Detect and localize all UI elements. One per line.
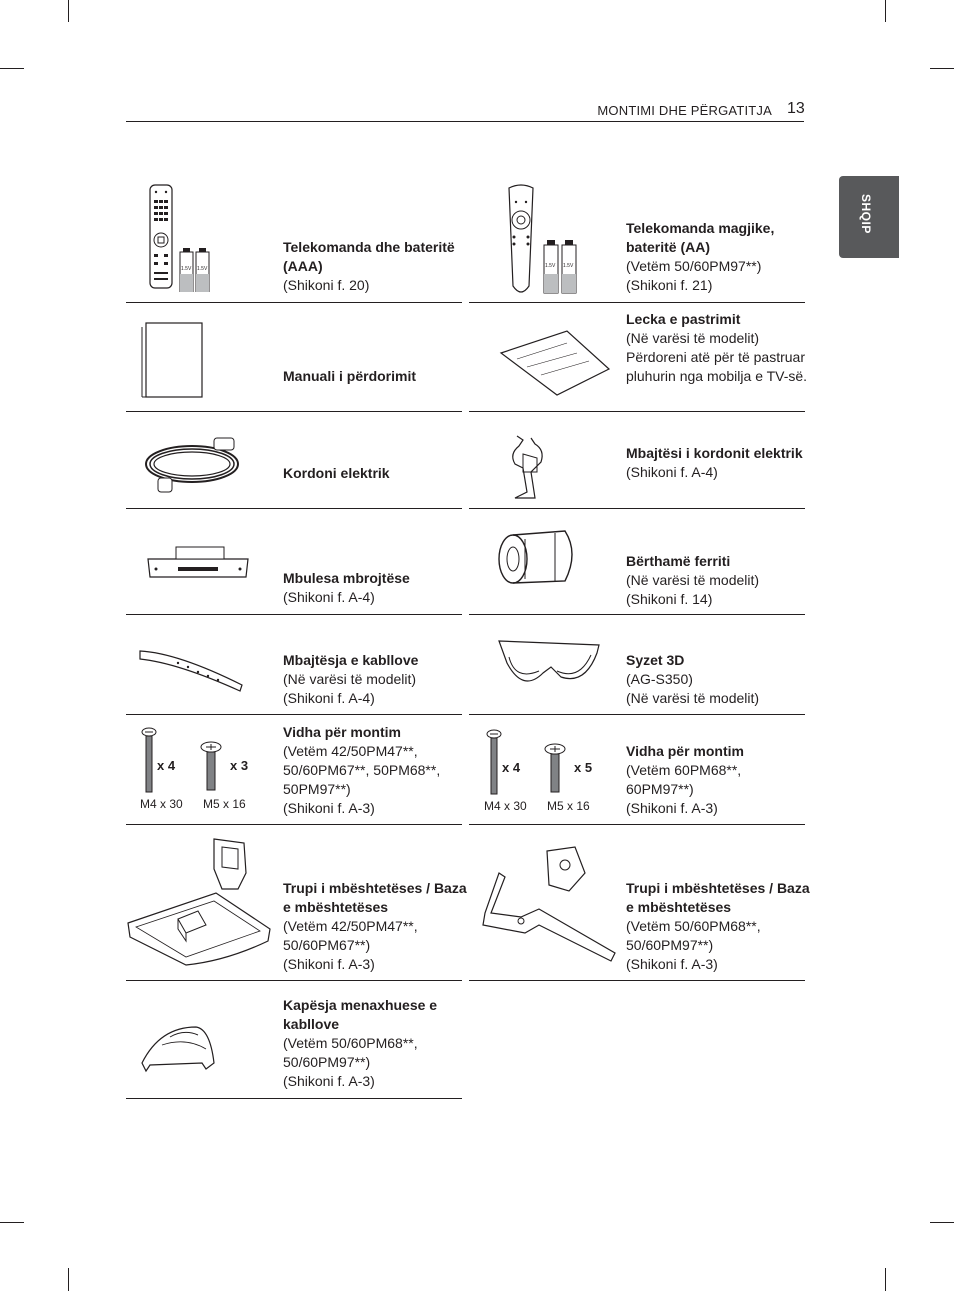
item-title: Mbajtësja e kabllove (283, 652, 419, 668)
short-screw-icon (200, 741, 222, 793)
page-number: 13 (787, 100, 805, 117)
item-note: (Shikoni f. A-4) (626, 464, 718, 480)
item-note: (Në varësi të modelit) (283, 671, 417, 687)
crop-mark (68, 0, 69, 22)
item-title: Syzet 3D (626, 652, 685, 668)
item-title: Kordoni elektrik (283, 465, 390, 481)
item-title: Telekomanda magjike, bateritë (AA) (626, 220, 775, 255)
cable-holder-icon (138, 645, 248, 695)
item-cord-holder (469, 412, 805, 509)
item-manual (126, 303, 462, 412)
item-title: Mbulesa mbrojtëse (283, 570, 410, 586)
power-cord-icon (140, 428, 260, 498)
item-note: (Shikoni f. A-3) (283, 1073, 375, 1089)
item-ferrite-core (469, 509, 805, 615)
section-title: MONTIMI DHE PËRGATITJA (597, 103, 772, 118)
item-note: (Shikoni f. 21) (626, 277, 713, 293)
screw-quantity: x 4 (502, 760, 521, 775)
item-title: Trupi i mbështetëses / Baza e mbështetëses (626, 880, 810, 915)
item-note: (Vetëm 50/60PM68**, 50/60PM97**) (626, 918, 761, 953)
item-stand-right (469, 825, 810, 981)
item-screws-right (469, 715, 805, 825)
item-remote (126, 176, 462, 303)
screw-size-label: M5 x 16 (203, 797, 246, 811)
screw-quantity: x 5 (574, 760, 593, 775)
cable-clip-icon (140, 1023, 218, 1075)
item-note: (Vetëm 60PM68**, 60PM97**) (626, 762, 742, 797)
long-screw-icon (140, 727, 158, 795)
item-title: Manuali i përdorimit (283, 368, 417, 384)
item-note: (AG-S350) (626, 671, 693, 687)
screw-quantity: x 4 (157, 758, 176, 773)
header-divider (126, 121, 804, 122)
item-title: Kapësja menaxhuese e kabllove (283, 997, 438, 1032)
item-note: (Në varësi të modelit) (626, 330, 760, 346)
crop-mark (0, 1222, 24, 1223)
ferrite-core-icon (495, 523, 585, 593)
item-title: Lecka e pastrimit (626, 311, 741, 327)
item-note: Përdoreni atë për të pastruar pluhurin nga mobilja e TV-së. (626, 349, 808, 384)
stand-base-icon (126, 833, 272, 973)
3d-glasses-icon (495, 633, 607, 703)
item-title: Bërthamë ferriti (626, 553, 731, 569)
screw-size-label: M4 x 30 (484, 799, 527, 813)
item-note: (Shikoni f. A-4) (283, 690, 375, 706)
svg-text:1.5V: 1.5V (197, 266, 208, 272)
screw-size-label: M4 x 30 (140, 797, 183, 811)
item-power-cord (126, 412, 462, 509)
item-cable-clip (126, 981, 462, 1099)
item-3d-glasses (469, 615, 805, 715)
crop-mark (0, 68, 24, 69)
item-title: Vidha për montim (626, 743, 744, 759)
item-note: (Vetëm 42/50PM47**, 50/60PM67**) (283, 918, 418, 953)
long-screw-icon (485, 729, 503, 797)
item-note: (Vetëm 50/60PM68**, 50/60PM97**) (283, 1035, 418, 1070)
stand-base-icon (469, 843, 617, 967)
manual-book-icon (140, 321, 204, 399)
item-title: Trupi i mbështetëses / Baza e mbështetëses (283, 880, 467, 915)
item-note: (Në varësi të modelit) (626, 690, 760, 706)
item-title: Mbajtësi i kordonit elektrik (626, 445, 803, 461)
item-stand-left (126, 825, 467, 981)
item-note: (Vetëm 42/50PM47**, 50/60PM67**, 50PM68**, 50PM97**) (283, 743, 441, 797)
short-screw-icon (544, 743, 566, 795)
item-cloth (469, 303, 808, 412)
item-note: (Shikoni f. A-3) (283, 800, 375, 816)
item-note: (Shikoni f. A-3) (626, 956, 718, 972)
svg-text:1.5V: 1.5V (545, 263, 556, 269)
svg-text:1.5V: 1.5V (563, 263, 574, 269)
crop-mark (930, 68, 954, 69)
magic-remote-icon (499, 182, 589, 297)
remote-control-icon (146, 182, 236, 292)
cord-holder-icon (501, 432, 551, 502)
crop-mark (885, 1268, 886, 1291)
item-screws-left (126, 715, 462, 825)
screw-size-label: M5 x 16 (547, 799, 590, 813)
item-note: (Shikoni f. A-3) (626, 800, 718, 816)
item-note: (Në varësi të modelit) (626, 572, 760, 588)
item-magic-remote (469, 176, 805, 303)
svg-text:1.5V: 1.5V (181, 266, 192, 272)
item-title: Vidha për montim (283, 724, 401, 740)
language-tab: SHQIP (839, 176, 899, 258)
crop-mark (68, 1268, 69, 1291)
item-note: (Vetëm 50/60PM97**) (626, 258, 762, 274)
crop-mark (930, 1222, 954, 1223)
item-title: Telekomanda dhe bateritë (AAA) (283, 239, 455, 274)
item-note: (Shikoni f. A-4) (283, 589, 375, 605)
item-note: (Shikoni f. 20) (283, 277, 370, 293)
item-note: (Shikoni f. 14) (626, 591, 713, 607)
crop-mark (885, 0, 886, 22)
item-protective-cover (126, 509, 462, 615)
protective-cover-icon (142, 543, 254, 585)
screw-quantity: x 3 (230, 758, 249, 773)
item-note: (Shikoni f. A-3) (283, 956, 375, 972)
item-cable-holder (126, 615, 462, 715)
cleaning-cloth-icon (497, 323, 617, 399)
